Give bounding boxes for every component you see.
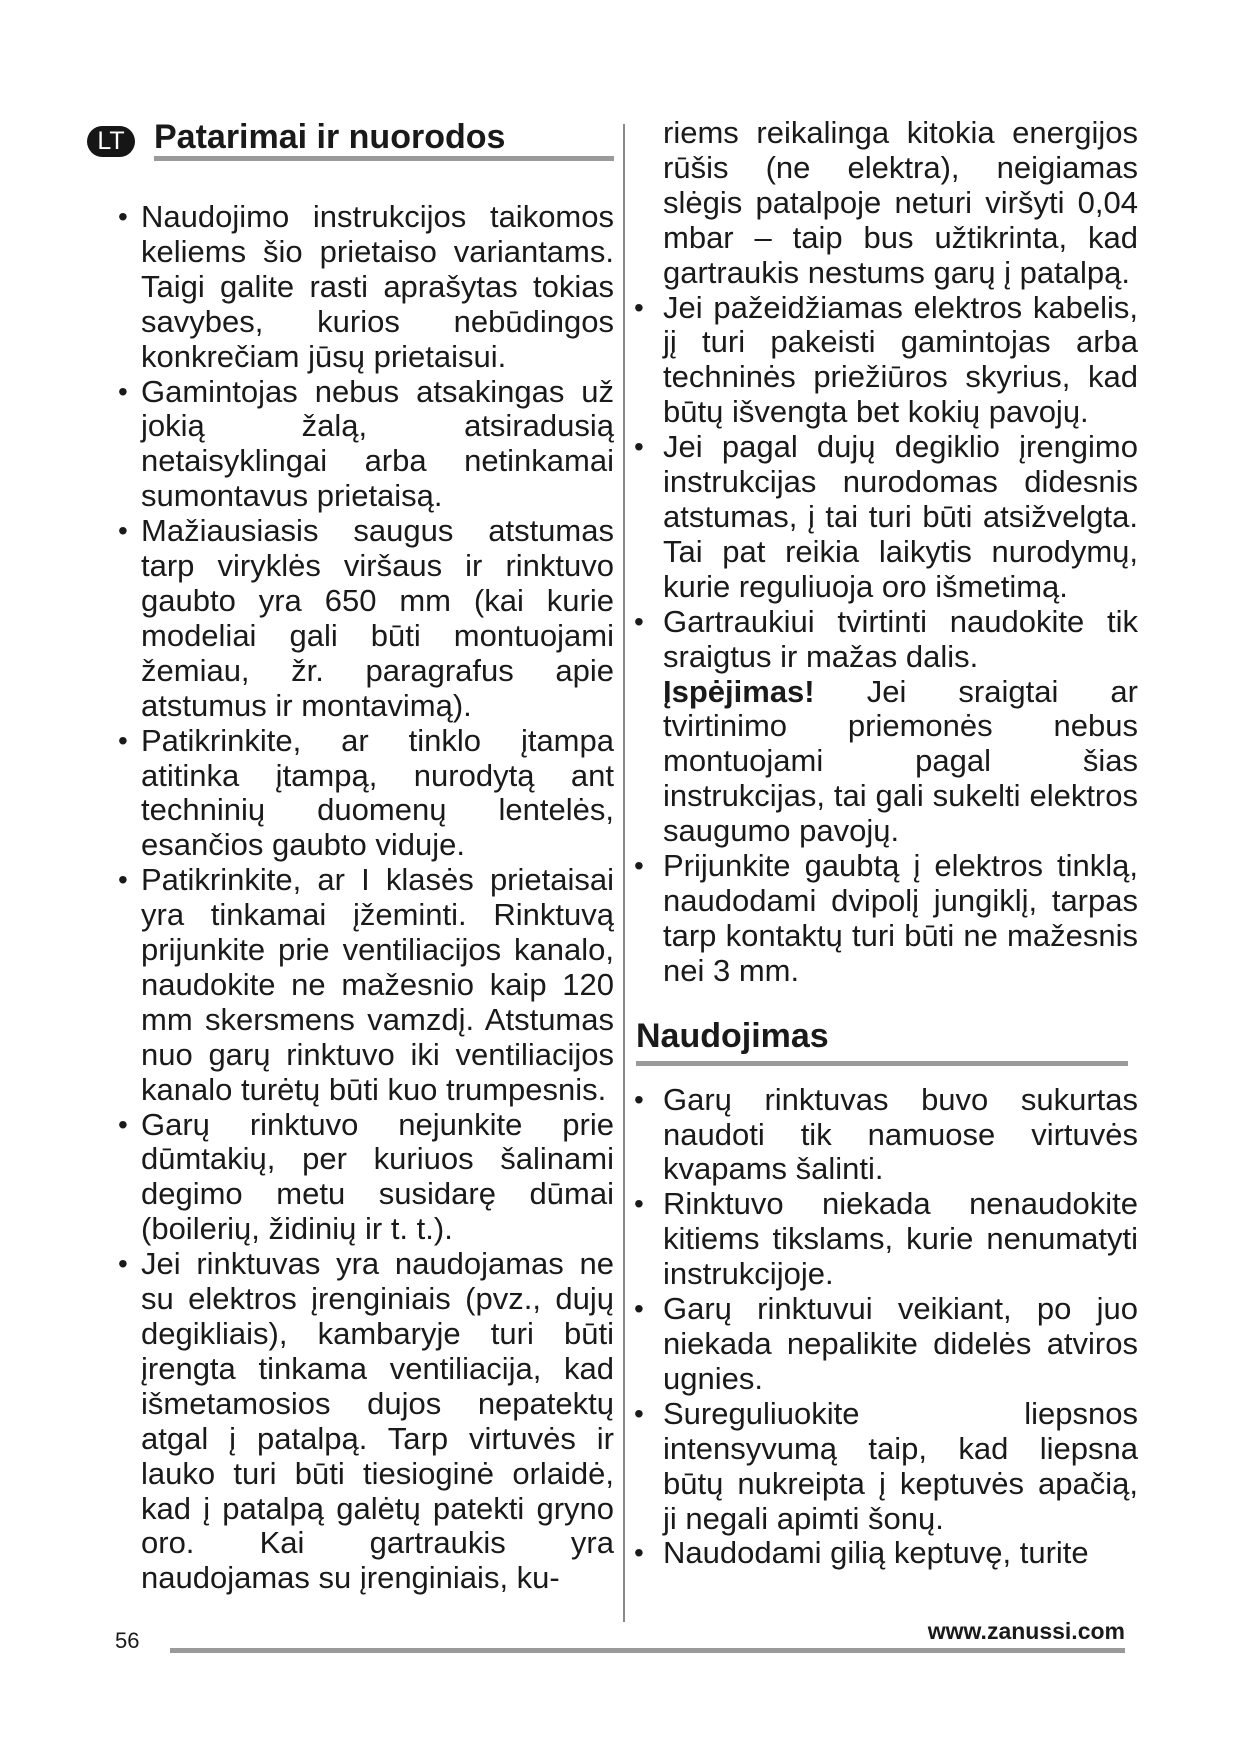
- language-badge: LT: [87, 126, 135, 157]
- usage-list: [632, 1083, 1138, 1572]
- bullet-icon: •: [118, 1248, 128, 1280]
- bullet-icon: •: [634, 1397, 644, 1429]
- bullet-icon: •: [118, 375, 128, 407]
- list-item: • Naudodami gilią keptuvę, turite: [634, 1535, 1089, 1571]
- list-item: • Jei pažeidžiamas elektros kabelis, jį turi pakeisti gamintojas arba techninės priežiūros skyrius, kad būtų išvengta bet kokių pavojų.: [634, 289, 1138, 430]
- title-underline: [636, 1061, 1128, 1066]
- bullet-icon: •: [634, 1188, 644, 1220]
- bullet-icon: •: [634, 1293, 644, 1325]
- list-item: • Garų rinktuvui veikiant, po juo niekada nepalikite didelės atviros ugnies.: [634, 1291, 1138, 1396]
- list-item: • Garų rinktuvo nejunkite prie dūmtakių, per kuriuos šalinami degimo metu susidarę dūmai (boilerių, židinių ir t. t.).: [118, 1106, 614, 1247]
- bullet-icon: •: [118, 201, 128, 232]
- list-item: • Patikrinkite, ar I klasės prietaisai yra tinkamai įžeminti. Rinktuvą prijunkite prie ventiliacijos kanalo, naudokite ne mažesnio kaip 120 mm skersmens vamzdį. Atstumas nuo garų rinktuvo iki ventiliacijos kanalo turėtų būti kuo trumpesnis.: [118, 862, 614, 1107]
- bullet-icon: •: [118, 724, 128, 756]
- usage-heading: [632, 1017, 1138, 1069]
- section-title: Patarimai ir nuorodos: [154, 118, 506, 156]
- page-number: 56: [115, 1628, 140, 1653]
- tips-list: [114, 200, 614, 1596]
- list-item: • Gartraukiui tvirtinti naudokite tik sraigtus ir mažas dalis. Įspėjimas! Jei sraigtai ar tvirtinimo priemonės nebus montuojami pagal šias instrukcijas, tai gali sukelti elektros saugumo pavojų.: [634, 603, 1138, 849]
- list-item: • Naudojimo instrukcijos taikomos keliems šio prietaiso variantams. Taigi galite rasti aprašytas tokias savybes, kurios nebūdingos konkrečiam jūsų prietaisui.: [118, 199, 614, 374]
- list-item: • Patikrinkite, ar tinklo įtampa atitinka įtampą, nurodytą ant techninių duomenų lentelės, esančios gaubto viduje.: [118, 722, 614, 863]
- list-item: • Garų rinktuvas buvo sukurtas naudoti tik namuose virtuvės kvapams šalinti.: [634, 1081, 1138, 1187]
- right-column: [632, 116, 1138, 1571]
- footer-rule: [170, 1648, 1125, 1653]
- list-item: • Mažiausiasis saugus atstumas tarp viryklės viršaus ir rinktuvo gaubto yra 650 mm (kai kurie modeliai gali būti montuojami žemiau, žr. paragrafus apie atstumus ir montavimą).: [118, 513, 614, 723]
- bullet-icon: •: [634, 850, 644, 882]
- list-item: • Jei rinktuvas yra naudojamas ne su elektros įrenginiais (pvz., dujų degikliais), kambaryje turi būti įrengta tinkama ventiliacija, kad išmetamosios dujos nepatektų atgal į patalpą. Tarp virtuvės ir lauko turi būti tiesioginė orlaidė, kad į patalpą galėtų patekti gryno oro. Kai gartraukis yra naudojamas su įrenginiais, ku-: [118, 1246, 614, 1596]
- column-divider: [623, 124, 625, 1622]
- title-underline: [154, 156, 614, 161]
- bullet-icon: •: [634, 1537, 644, 1569]
- warning-label: Įspėjimas!: [663, 673, 815, 709]
- section-heading: [97, 116, 614, 160]
- bullet-icon: •: [118, 515, 128, 547]
- list-item: • Jei pagal dujų degiklio įrengimo instrukcijas nurodomas didesnis atstumas, į tai turi būti atsižvelgta. Tai pat reikia laikytis nurodymų, kurie reguliuoja oro išmetimą.: [634, 429, 1138, 604]
- left-column: [97, 116, 614, 1596]
- list-item: • Sureguliuokite liepsnos intensyvumą taip, kad liepsna būtų nukreipta į keptuvės apačią, ji negali apimti šonų.: [634, 1395, 1138, 1536]
- continued-paragraph: riems reikalinga kitokia energijos rūšis (ne elektra), neigiamas slėgis patalpoje neturi viršyti 0,04 mbar – taip bus užtikrinta, kad gartraukis nestums garų į patalpą.: [663, 115, 1138, 290]
- bullet-icon: •: [118, 1108, 128, 1140]
- tips-list-continued: [632, 291, 1138, 989]
- bullet-icon: •: [634, 605, 644, 637]
- bullet-icon: •: [118, 864, 128, 896]
- usage-title: Naudojimas: [636, 1016, 829, 1055]
- list-item: • Gamintojas nebus atsakingas už jokią žalą, atsiradusią netaisyklingai arba netinkamai sumontavus prietaisą.: [118, 373, 614, 514]
- list-item: • Rinktuvo niekada nenaudokite kitiems tikslams, kurie nenumatyti instrukcijoje.: [634, 1186, 1138, 1292]
- list-item: • Prijunkite gaubtą į elektros tinklą, naudodami dvipolį jungiklį, tarpas tarp kontaktų turi būti ne mažesnis nei 3 mm.: [634, 848, 1138, 988]
- bullet-icon: •: [634, 1083, 644, 1115]
- website-link[interactable]: www.zanussi.com: [927, 1618, 1125, 1644]
- bullet-icon: •: [634, 291, 644, 323]
- bullet-icon: •: [634, 431, 644, 463]
- warning-text: Jei sraigtai ar tvirtinimo priemonės nebus montuojami pagal šias instrukcijas, tai gali sukelti elektros saugumo pavojų.: [663, 673, 1138, 849]
